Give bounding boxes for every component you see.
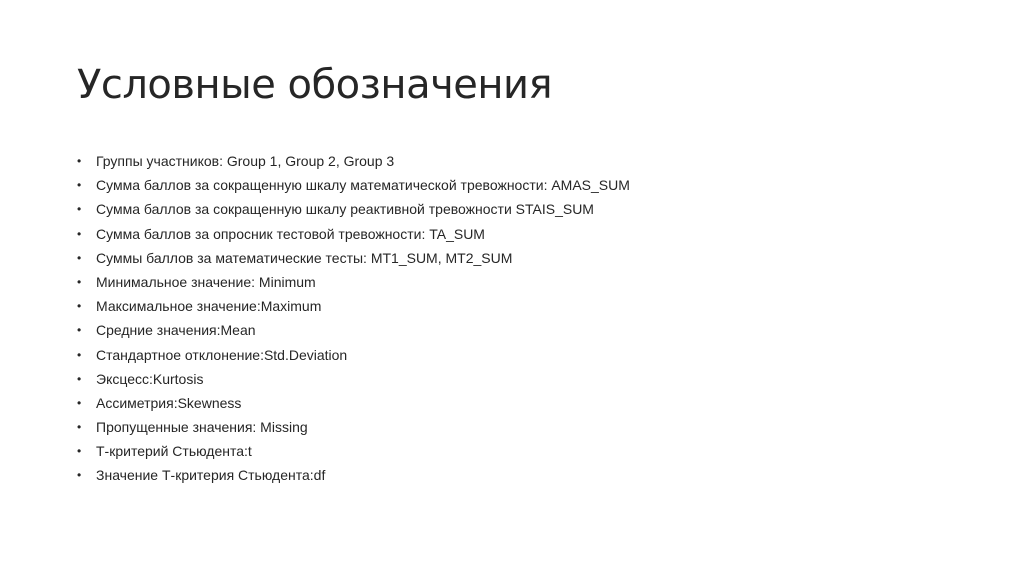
bullet-icon: • (77, 154, 82, 168)
list-item-text: Стандартное отклонение:Std.Deviation (96, 346, 348, 363)
bullet-icon: • (77, 371, 82, 386)
list-item-text: Максимальное значение:Maximum (96, 298, 322, 315)
bullet-icon: • (77, 468, 82, 483)
list-item-text: Эксцесс:Kurtosis (96, 370, 204, 387)
list-item (77, 440, 630, 464)
bullet-icon: • (77, 444, 82, 459)
list-item (77, 174, 630, 198)
list-item (77, 295, 630, 319)
list-item-text: Сумма баллов за опросник тестовой тревожности: TA_SUM (96, 225, 485, 242)
list-item-text: Минимальное значение: Minimum (96, 273, 316, 290)
bullet-icon: • (77, 299, 82, 314)
list-item-text: Т-критерий Стьюдента:t (96, 443, 252, 460)
list-item-text: Суммы баллов за математические тесты: MT1_SUM, MT2_SUM (96, 249, 513, 266)
list-item (77, 368, 630, 392)
bullet-icon: • (77, 178, 82, 193)
list-item-text: Сумма баллов за сокращенную шкалу реактивной тревожности STAIS_SUM (96, 201, 594, 218)
bullet-icon: • (77, 202, 82, 217)
bullet-icon: • (77, 274, 82, 289)
list-item (77, 150, 630, 174)
bullet-icon: • (77, 226, 82, 241)
bullet-icon: • (77, 323, 82, 338)
bullet-icon: • (77, 250, 82, 265)
bullet-icon: • (77, 395, 82, 410)
slide-title: Условные обозначения (77, 62, 553, 108)
bullet-icon: • (77, 347, 82, 362)
list-item (77, 271, 630, 295)
list-item-text: Значение Т-критерия Стьюдента:df (96, 467, 326, 484)
list-item (77, 416, 630, 440)
list-item (77, 392, 630, 416)
list-item (77, 319, 630, 343)
list-item-text: Ассиметрия:Skewness (96, 394, 242, 411)
list-item-text: Группы участников: Group 1, Group 2, Group 3 (96, 153, 395, 169)
bullet-icon: • (77, 420, 82, 435)
list-item-text: Пропущенные значения: Missing (96, 419, 308, 436)
list-item (77, 247, 630, 271)
list-item (77, 198, 630, 222)
list-item (77, 344, 630, 368)
list-item-text: Сумма баллов за сокращенную шкалу математической тревожности: AMAS_SUM (96, 177, 630, 194)
legend-list (77, 150, 630, 489)
list-item-text: Средние значения:Mean (96, 322, 256, 339)
list-item (77, 223, 630, 247)
list-item (77, 464, 630, 488)
